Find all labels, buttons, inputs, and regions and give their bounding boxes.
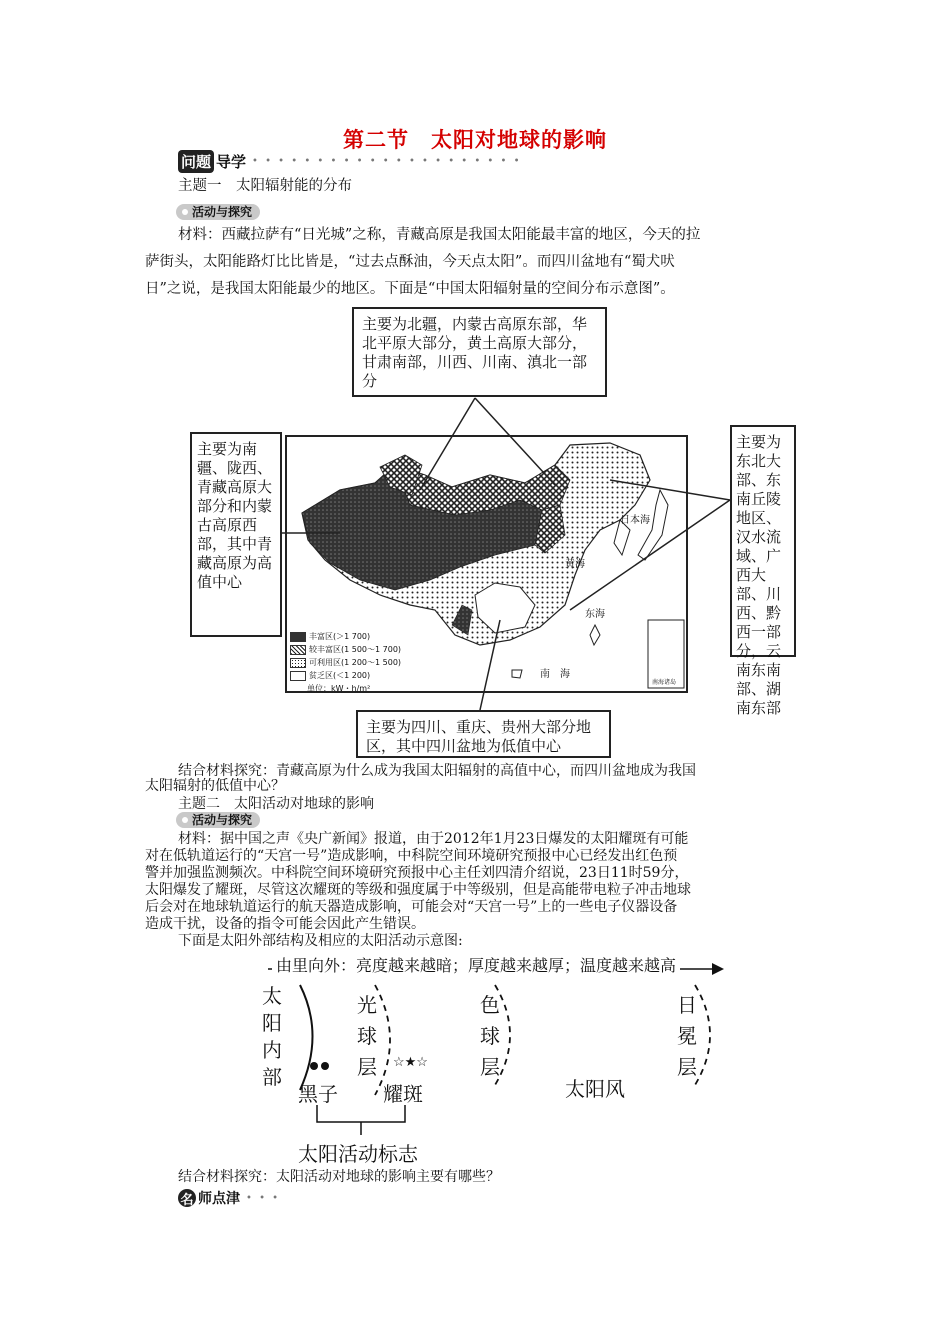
solar-activity-markers-label: 太阳活动标志	[298, 1142, 418, 1166]
corona-label: 日 冕 层	[677, 993, 697, 1079]
section-badge-guide	[178, 150, 521, 173]
material-2-line-5: 后会对在地球轨道运行的航天器造成影响，可能会对“天宫一号”上的一些电子仪器设备	[145, 899, 678, 915]
map-legend	[290, 630, 401, 695]
material-2-line-2: 对在低轨道运行的“天宫一号”造成影响，中科院空间环境研究预报中心已经发出红色预	[145, 848, 678, 864]
inset-label: 南海诸岛	[652, 679, 677, 686]
question-1-line-1: 结合材料探究：青藏高原为什么成为我国太阳辐射的高值中心，而四川盆地成为我国	[178, 763, 696, 779]
activity-badge-2: 活动与探究	[176, 812, 260, 828]
topic-1-heading: 主题一 太阳辐射能的分布	[178, 178, 352, 194]
badge-dots: • • • • • • • • • • • • • • • • • • • • •	[252, 156, 522, 167]
radiation-map-figure	[190, 305, 782, 760]
solar-wind-label: 太阳风	[565, 1077, 625, 1101]
callout-top: 主要为北疆，内蒙古高原东部，华北平原大部分，黄土高原大部分，甘肃南部，川西、川南、滇北一部分	[352, 307, 607, 397]
material-1-line-1: 材料：西藏拉萨有“日光城”之称，青藏高原是我国太阳能最丰富的地区，今天的拉	[178, 227, 701, 243]
question-1-line-2: 太阳辐射的低值中心？	[145, 778, 285, 794]
material-1-line-2: 萨街头，太阳能路灯比比皆是，“过去点酥油，今天点太阳”。而四川盆地有“蜀犬吠	[145, 254, 675, 270]
teacher-badge-dots: • • •	[246, 1192, 281, 1204]
section-badge-teacher	[178, 1188, 280, 1208]
legend-item-usable: 可利用区(1 200～1 500)	[290, 656, 401, 669]
sea-label-east: 东海	[585, 609, 605, 620]
flare-stars-icon: ☆★☆	[393, 1055, 428, 1070]
diagram-intro: 下面是太阳外部结构及相应的太阳活动示意图:	[178, 933, 463, 949]
teacher-badge-prefix: 名	[178, 1189, 196, 1207]
legend-item-poor: 贫乏区(＜1 200)	[290, 669, 401, 682]
arrow-caption: 由里向外：亮度越来越暗；厚度越来越厚；温度越来越高	[272, 953, 680, 976]
material-2-line-6: 造成干扰，设备的指令可能会因此产生错误。	[145, 916, 425, 932]
material-2-line-3: 警并加强监测频次。中科院空间环境研究预报中心主任刘四清介绍说，23日11时59分，	[145, 865, 689, 881]
callout-right: 主要为东北大部、东南丘陵地区、汉水流域、广西大部、川西、黔西一部分，云南东南部、湖南东部	[730, 425, 796, 657]
photosphere-label: 光 球 层	[357, 993, 377, 1079]
sunspot-dot-1	[310, 1062, 318, 1070]
activity-badge-1: 活动与探究	[176, 204, 260, 220]
page-title: 第二节 太阳对地球的影响	[343, 127, 607, 152]
callout-left: 主要为南疆、陇西、青藏高原大部分和内蒙古高原西部，其中青藏高原为高值中心	[190, 432, 282, 637]
sea-label-south: 南 海	[540, 669, 570, 680]
callout-bottom: 主要为四川、重庆、贵州大部分地区，其中四川盆地为低值中心	[356, 710, 611, 758]
sunspot-label: 黑子	[298, 1082, 338, 1106]
sun-interior-label: 太 阳 内 部	[262, 984, 282, 1089]
sun-structure-diagram	[250, 945, 730, 1170]
legend-item-fairly-rich: 较丰富区(1 500～1 700)	[290, 643, 401, 656]
legend-item-rich: 丰富区(＞1 700)	[290, 630, 401, 643]
badge-suffix: 导学	[216, 153, 247, 171]
badge-prefix: 问题	[178, 150, 214, 173]
material-2-line-1: 材料：据中国之声《央广新闻》报道，由于2012年1月23日爆发的太阳耀斑有可能	[178, 831, 689, 847]
sea-label-japan: 日本海	[620, 515, 650, 526]
flare-label: 耀斑	[383, 1082, 423, 1106]
sea-label-yellow: 黄海	[565, 559, 585, 570]
sunspot-dot-2	[321, 1062, 329, 1070]
question-2: 结合材料探究：太阳活动对地球的影响主要有哪些？	[178, 1169, 500, 1185]
chromosphere-label: 色 球 层	[480, 993, 500, 1079]
teacher-badge-suffix: 师点津	[198, 1191, 240, 1207]
legend-unit: 单位：kW・h/m²	[307, 684, 371, 693]
material-1-line-3: 日”之说，是我国太阳能最少的地区。下面是“中国太阳辐射量的空间分布示意图”。	[145, 281, 675, 297]
material-2-line-4: 太阳爆发了耀斑，尽管这次耀斑的等级和强度属于中等级别，但是高能带电粒子冲击地球	[145, 882, 691, 898]
topic-2-heading: 主题二 太阳活动对地球的影响	[178, 796, 374, 812]
